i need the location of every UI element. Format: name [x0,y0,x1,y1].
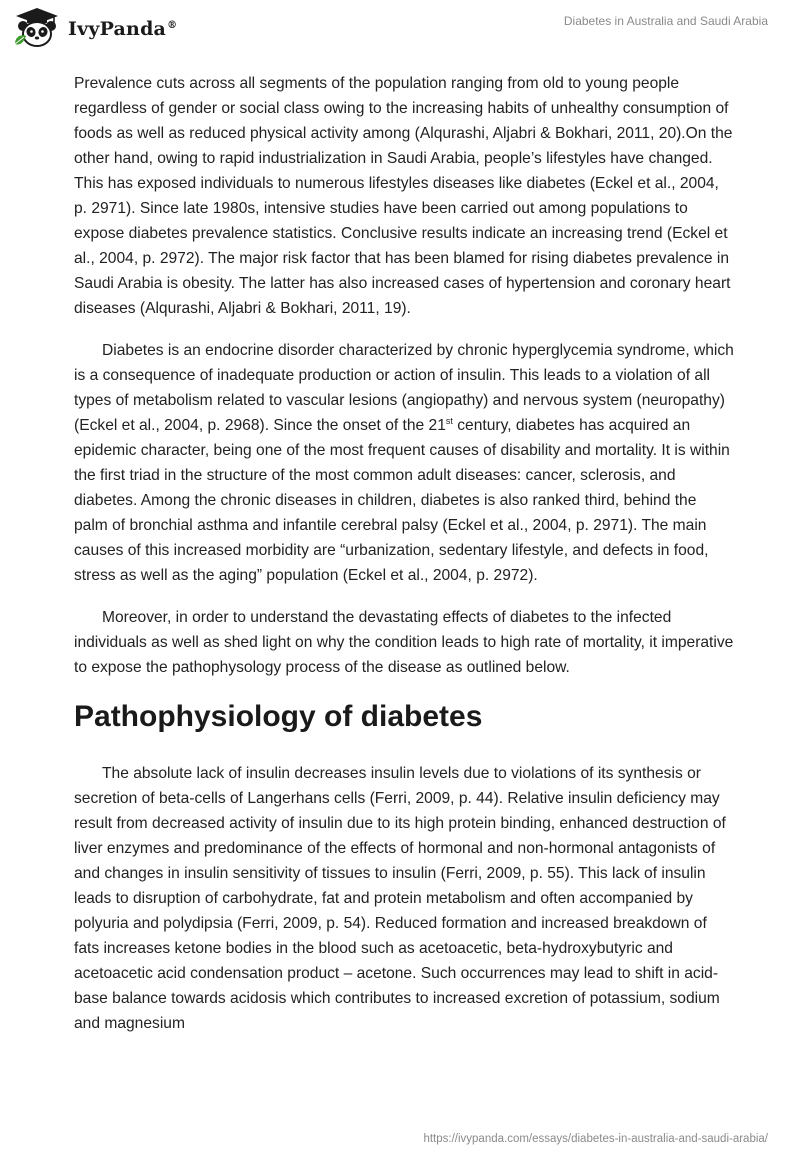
brand-logo[interactable] [12,6,177,50]
paragraph-moreover: Moreover, in order to understand the devastating effects of diabetes to the infected individuals as well as shed light on why the condition leads to high rate of mortality, it imperative to expose the pathophysology process of the disease as outlined below. [74,609,734,676]
registered-mark: ® [167,19,178,31]
section-heading: Pathophysiology of diabetes [74,700,483,733]
paragraph-prevalence: Prevalence cuts across all segments of the population ranging from old to young people regardless of gender or social class owing to the increasing habits of unhealthy consumption of foods as well as reduced physical activity among (Alqurashi, Aljabri & Bokhari, 2011, 20).On the other hand, owing to rapid industrialization in Saudi Arabia, people’s lifestyles have changed. This has exposed individuals to numerous lifestyles diseases like diabetes (Eckel et al., 2004, p. 2971). Since late 1980s, intensive studies have been carried out among populations to expose diabetes prevalence statistics. Conclusive results indicate an increasing trend (Eckel et al., 2004, p. 2972). The major risk factor that has been blamed for rising diabetes prevalence in Saudi Arabia is obesity. The latter has also increased cases of hypertension and coronary heart diseases (Alqurashi, Aljabri & Bokhari, 2011, 19). [74,75,733,317]
essay-body [74,71,734,1053]
brand-name: IvyPanda® [68,18,178,40]
panda-graduate-icon [12,6,62,50]
paragraph-text-part: Diabetes is an endocrine disorder characterized by chronic hyperglycemia syndrome, which is a consequence of inadequate production or action of insulin. This leads to a violation of all types of metabolism related to vascular lesions (angiopathy) and nervous system (neuropathy) (Eckel et al., 2004, p. 2968). Since the onset of the 21 [74,342,734,434]
document-title: Diabetes in Australia and Saudi Arabia [563,14,768,28]
paragraph-insulin-lack: The absolute lack of insulin decreases insulin levels due to violations of its synthesis or secretion of beta-cells of Langerhans cells (Ferri, 2009, p. 44). Relative insulin deficiency may result from decreased activity of insulin due to its high protein binding, enhanced destruction of liver enzymes and predominance of the effects of hormonal and non-hormonal antagonists of and changes in insulin sensitivity of tissues to insulin (Ferri, 2009, p. 55). This lack of insulin leads to disruption of carbohydrate, fat and protein metabolism and often accompanied by polyuria and polydipsia (Ferri, 2009, p. 54). Reduced formation and increased breakdown of fats increases ketone bodies in the blood such as acetoacetic, beta-hydroxybutyric and acetoacetic acid condensation product – acetone. Such occurrences may lead to shift in acid-base balance towards acidosis which contributes to increased excretion of potassium, sodium and magnesium [74,765,726,1032]
paragraph-endocrine-disorder [74,338,734,588]
page-header [0,0,800,60]
paragraph-text-part: century, diabetes has acquired an epidemic character, being one of the most frequent causes of disability and mortality. It is within the first triad in the structure of the most common adult diseases: cancer, sclerosis, and diabetes. Among the chronic diseases in children, diabetes is also ranked third, behind the palm of bronchial asthma and infantile cerebral palsy (Eckel et al., 2004, p. 2971). The main causes of this increased morbidity are “urbanization, sedentary lifestyle, and defects in food, stress as well as the aging” population (Eckel et al., 2004, p. 2972). [74,417,730,584]
source-url[interactable]: https://ivypanda.com/essays/diabetes-in-australia-and-saudi-arabia/ [423,1133,768,1145]
ordinal-suffix: st [445,415,453,426]
